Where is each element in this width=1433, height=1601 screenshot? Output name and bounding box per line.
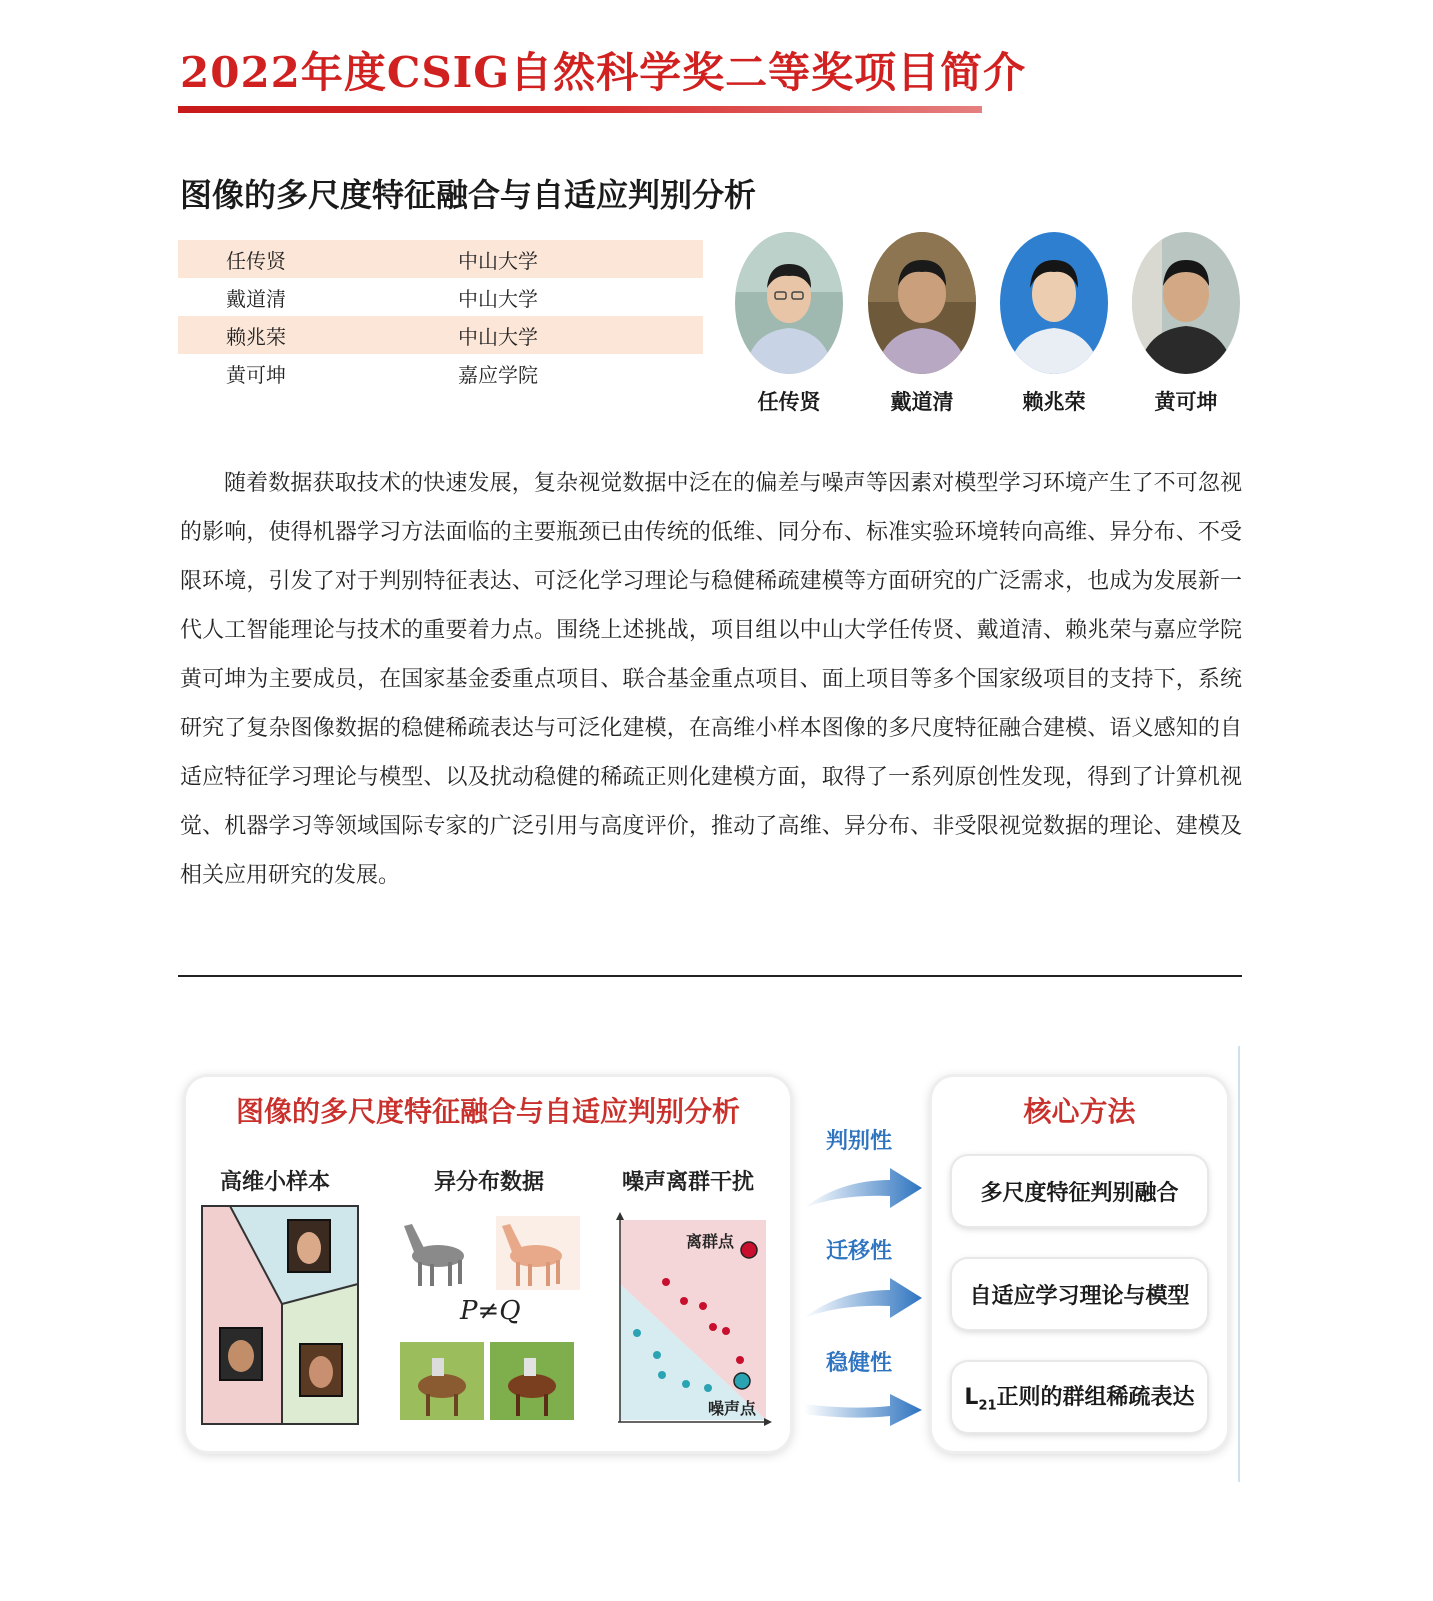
portrait-caption: 戴道清 (890, 390, 954, 414)
flow-arrow-icon (800, 1158, 925, 1218)
portrait-photo (868, 232, 976, 374)
method-box-multiscale (952, 1156, 1207, 1226)
member-table (178, 240, 703, 392)
horse-photo-images (400, 1342, 576, 1422)
noise-point (704, 1384, 712, 1392)
portrait-caption: 任传贤 (757, 390, 821, 414)
horse-domain-images (390, 1212, 582, 1292)
outlier-point (680, 1297, 688, 1305)
member-name: 赖兆荣 (226, 324, 286, 349)
face-thumbnail-icon (288, 1220, 330, 1272)
property-discriminative: 判别性 (826, 1129, 893, 1154)
member-institution: 中山大学 (458, 286, 538, 311)
member-row (178, 240, 703, 278)
body-paragraph: 随着数据获取技术的快速发展，复杂视觉数据中泛在的偏差与噪声等因素对模型学习环境产生了不可忽视的影响，使得机器学习方法面临的主要瓶颈已由传统的低维、同分布、标准实验环境转向高维、异分布、不受限环境，引发了对于判别特征表达、可泛化学习理论与稳健稀疏建模等方面研究的广泛需求，也成为发展新一代人工智能理论与技术的重要着力点。围绕上述挑战，项目组以中山大学任传贤、戴道清、赖兆荣与嘉应学院黄可坤为主要成员，在国家基金委重点项目、联合基金重点项目、面上项目等多个国家级项目的支持下，系统研究了复杂图像数据的稳健稀疏表达与可泛化建模，在高维小样本图像的多尺度特征融合建模、语义感知的自适应特征学习理论与模型、以及扰动稳健的稀疏正则化建模方面，取得了一系列原创性发现，得到了计算机视觉、机器学习等领域国际专家的广泛引用与高度评价，推动了高维、异分布、非受限视觉数据的理论、建模及相关应用研究的发展。 (180, 471, 1242, 888)
outlier-point (741, 1242, 757, 1258)
challenge-label-high-dim: 高维小样本 (220, 1170, 331, 1195)
method-subscript: 21 (978, 1398, 997, 1414)
person-silhouette-icon (1000, 232, 1108, 374)
noise-point (682, 1380, 690, 1388)
figure-left-title: 图像的多尺度特征融合与自适应判别分析 (235, 1095, 740, 1128)
figure-side-rule (1238, 1046, 1240, 1482)
distribution-inequality-label: P≠Q (460, 1296, 521, 1326)
method-label-rest: 正则的群组稀疏表达 (996, 1385, 1195, 1411)
portrait-photo (1000, 232, 1108, 374)
figure-right-title: 核心方法 (1023, 1095, 1136, 1128)
member-row (178, 354, 703, 392)
outlier-label: 离群点 (686, 1232, 735, 1251)
method-label: 多尺度特征判别融合 (980, 1180, 1179, 1206)
method-label: $L_{21}$正则的群组稀疏表达 (964, 1385, 1195, 1414)
flow-arrow-icon (800, 1268, 925, 1328)
challenge-label-noise: 噪声离群干扰 (622, 1170, 755, 1195)
property-transferable: 迁移性 (826, 1239, 893, 1264)
person-silhouette-icon (735, 232, 843, 374)
person-silhouette-icon (868, 232, 976, 374)
outlier-point (662, 1278, 670, 1286)
title-underline-bar (178, 106, 982, 113)
method-box-adaptive (952, 1259, 1207, 1329)
portrait-caption: 赖兆荣 (1022, 390, 1086, 414)
member-institution: 中山大学 (458, 324, 538, 349)
noise-point (734, 1373, 750, 1389)
member-name: 戴道清 (226, 286, 286, 311)
noise-point (633, 1329, 641, 1337)
horse-photo-icon (490, 1342, 574, 1420)
section-divider (178, 975, 1242, 977)
noise-point (653, 1351, 661, 1359)
portrait-photo (1132, 232, 1240, 374)
member-name: 任传贤 (226, 248, 286, 273)
outlier-point (736, 1356, 744, 1364)
horse-gray-icon (404, 1224, 464, 1286)
noise-label: 噪声点 (708, 1399, 757, 1418)
member-institution: 中山大学 (458, 248, 538, 273)
horse-orange-icon (496, 1216, 580, 1290)
noise-point (658, 1371, 666, 1379)
challenge-label-distribution: 异分布数据 (434, 1170, 545, 1195)
page-title: 2022年度CSIG自然科学奖二等奖项目简介 (180, 48, 1027, 97)
member-row (178, 316, 703, 354)
method-label: 自适应学习理论与模型 (969, 1283, 1190, 1309)
project-title: 图像的多尺度特征融合与自适应判别分析 (180, 176, 757, 214)
high-dim-sample-diagram (200, 1204, 360, 1426)
member-name: 黄可坤 (226, 362, 286, 387)
face-thumbnail-icon (300, 1344, 342, 1396)
outlier-point (722, 1327, 730, 1335)
member-institution: 嘉应学院 (458, 362, 538, 387)
outlier-point (699, 1302, 707, 1310)
face-thumbnail-icon (220, 1328, 262, 1380)
method-box-group-sparse (952, 1362, 1207, 1432)
flow-arrow-icon (800, 1380, 925, 1440)
portrait-caption: 黄可坤 (1154, 390, 1218, 414)
person-silhouette-icon (1132, 232, 1240, 374)
horse-photo-icon (400, 1342, 484, 1420)
portrait-photo (735, 232, 843, 374)
outlier-point (709, 1323, 717, 1331)
member-row (178, 278, 703, 316)
property-robust: 稳健性 (826, 1351, 893, 1376)
